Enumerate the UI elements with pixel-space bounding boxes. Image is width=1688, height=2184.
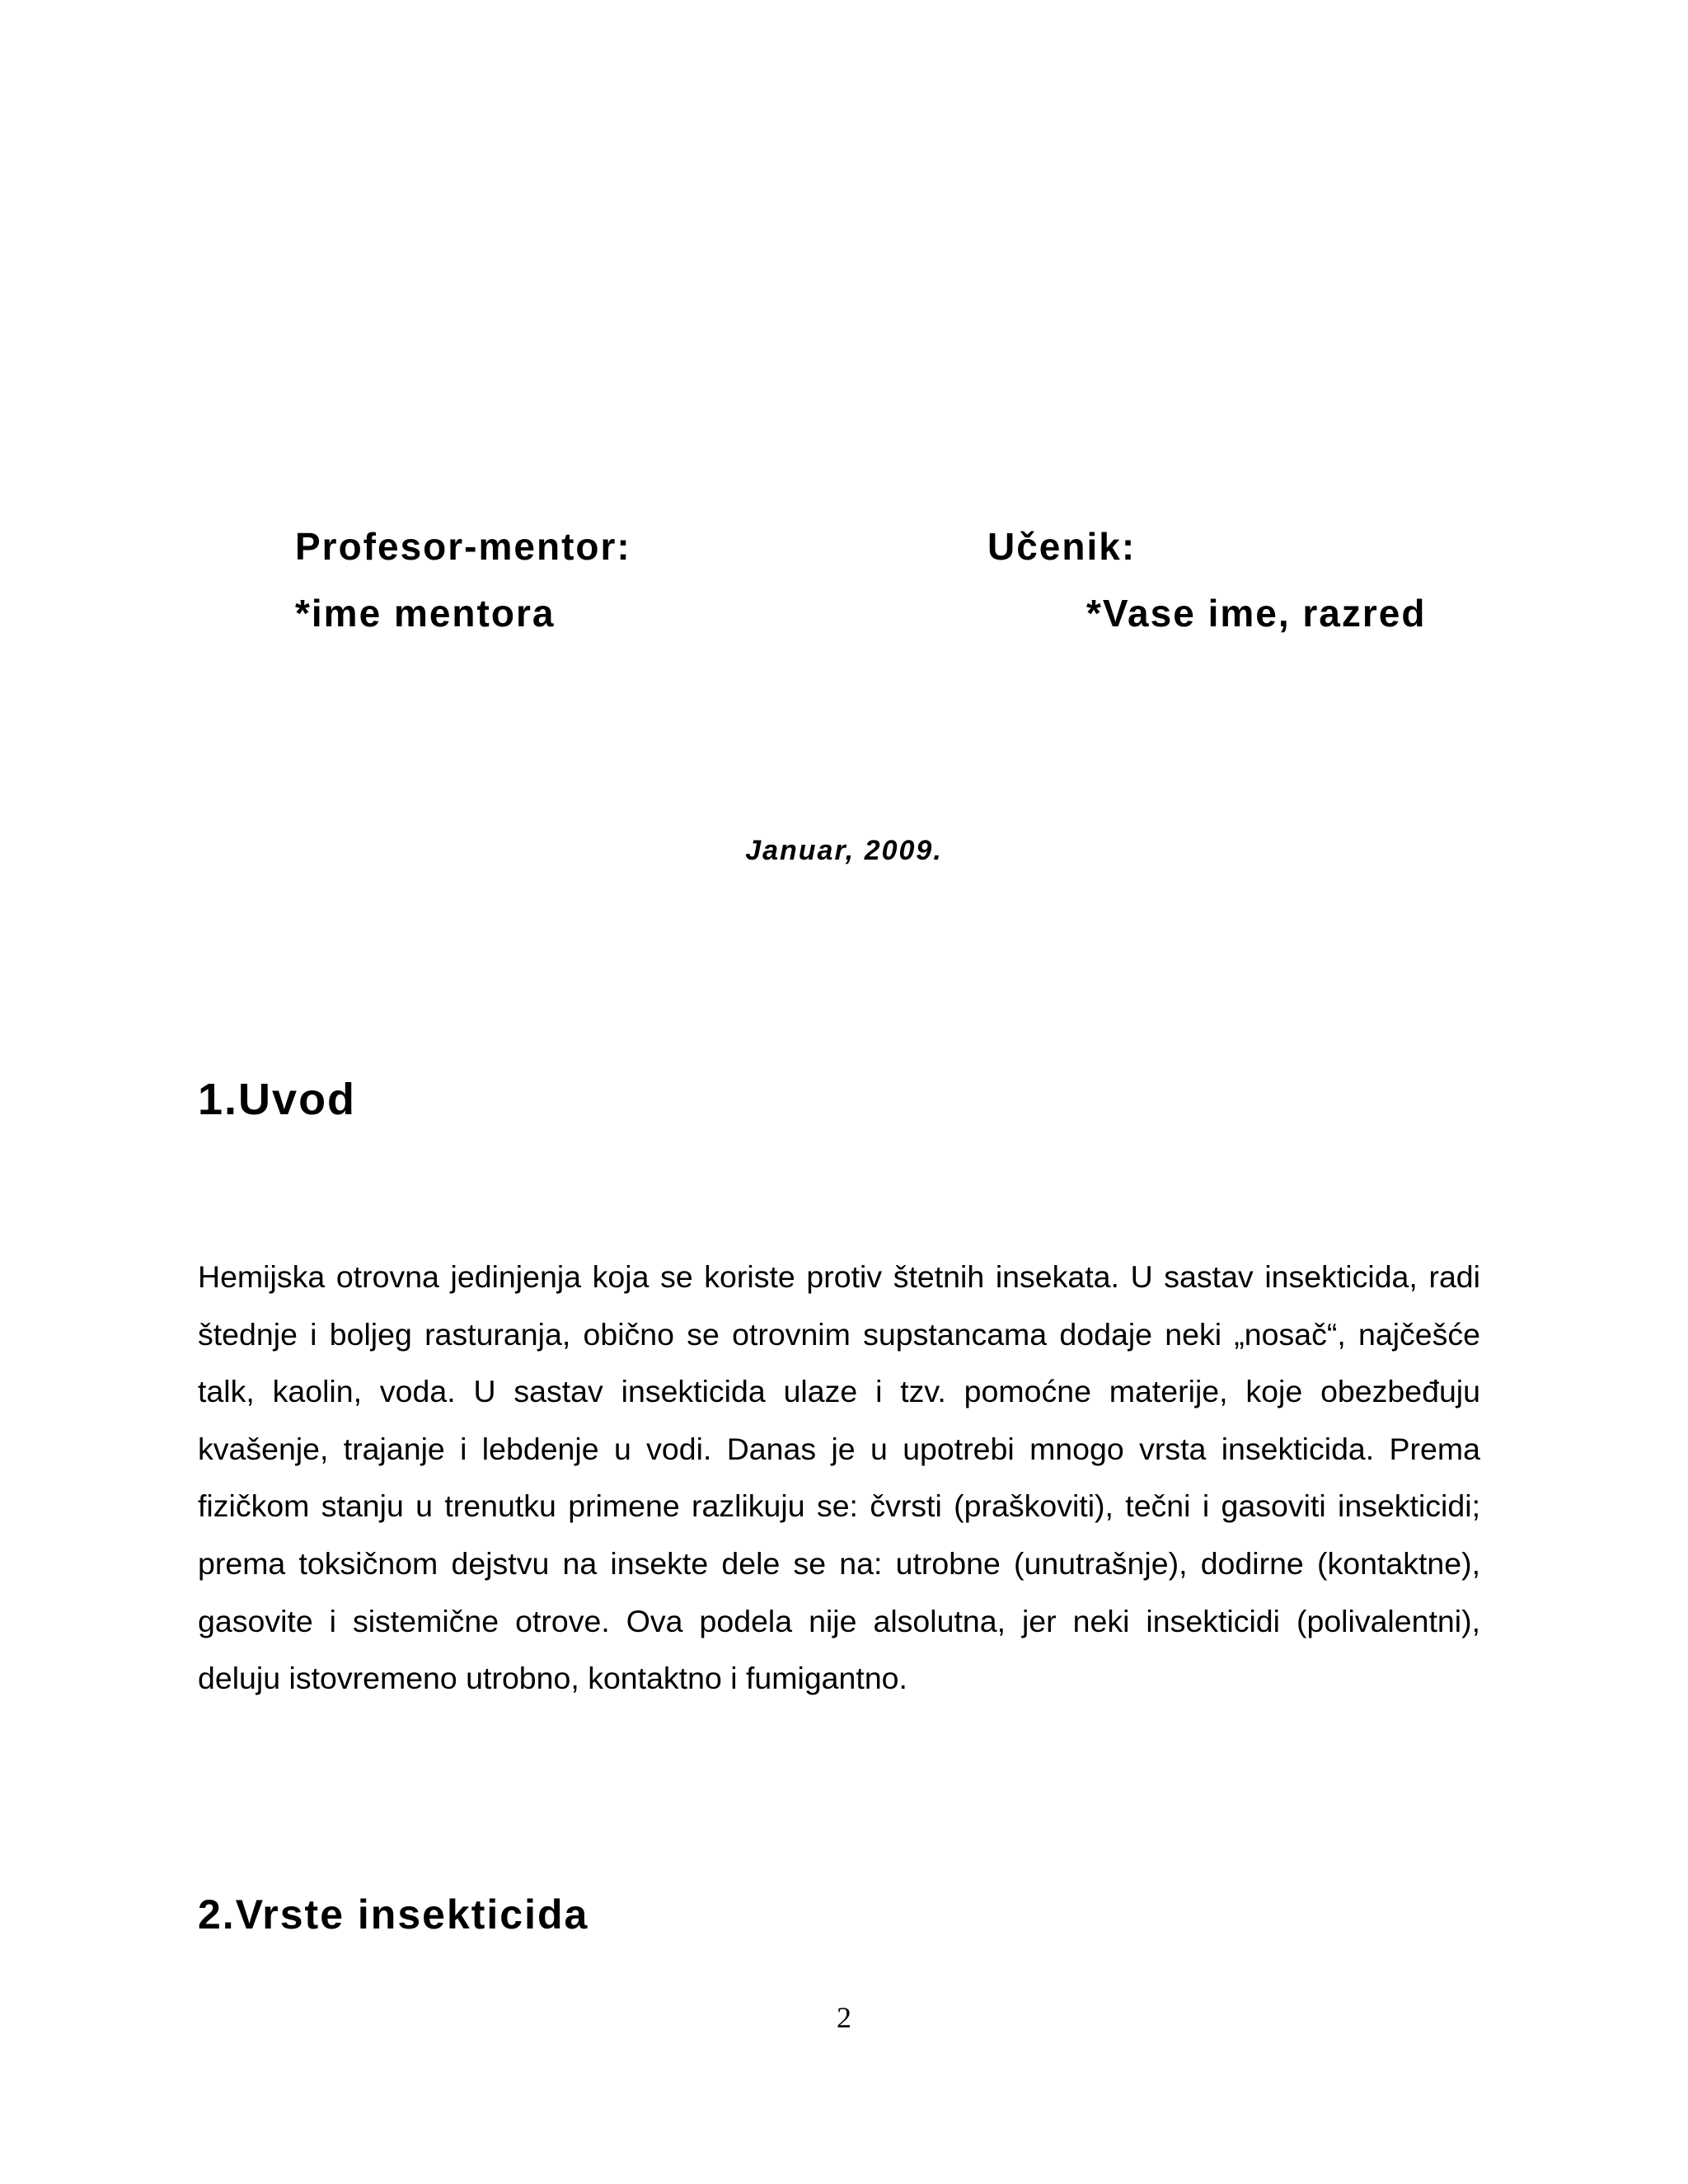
student-name: *Vase ime, razred [1086,592,1427,635]
intro-paragraph: Hemijska otrovna jedinjenja koja se koriste protiv štetnih insekata. U sastav insekticida, radi štednje i boljeg rasturanja, obično se otrovnim supstancama dodaje neki „nosač“, najčešće talk, kaolin, voda. U sastav insekticida ulaze i tzv. pomoćne materije, koje obezbeđuju kvašenje, trajanje i lebdenje u vodi. Danas je u upotrebi mnogo vrsta insekticida. Prema fizičkom stanju u trenutku primene razlikuju se: čvrsti (praškoviti), tečni i gasoviti insekticidi; prema toksičnom dejstvu na insekte dele se na: utrobne (unutrašnje), dodirne (kontaktne), gasovite i sistemične otrove. Ova podela nije alsolutna, jer neki insekticidi (polivalentni), deluju istovremeno utrobno, kontaktno i fumigantno. [198,1259,1480,1696]
section-heading-intro: 1.Uvod [198,1075,357,1124]
student-label: Učenik: [987,525,1137,568]
document-date: Januar, 2009. [745,835,943,866]
page-number: 2 [837,2001,851,2034]
mentor-name: *ime mentora [295,592,556,635]
mentor-label: Profesor-mentor: [295,525,631,568]
section-heading-types: 2.Vrste insekticida [198,1891,589,1938]
